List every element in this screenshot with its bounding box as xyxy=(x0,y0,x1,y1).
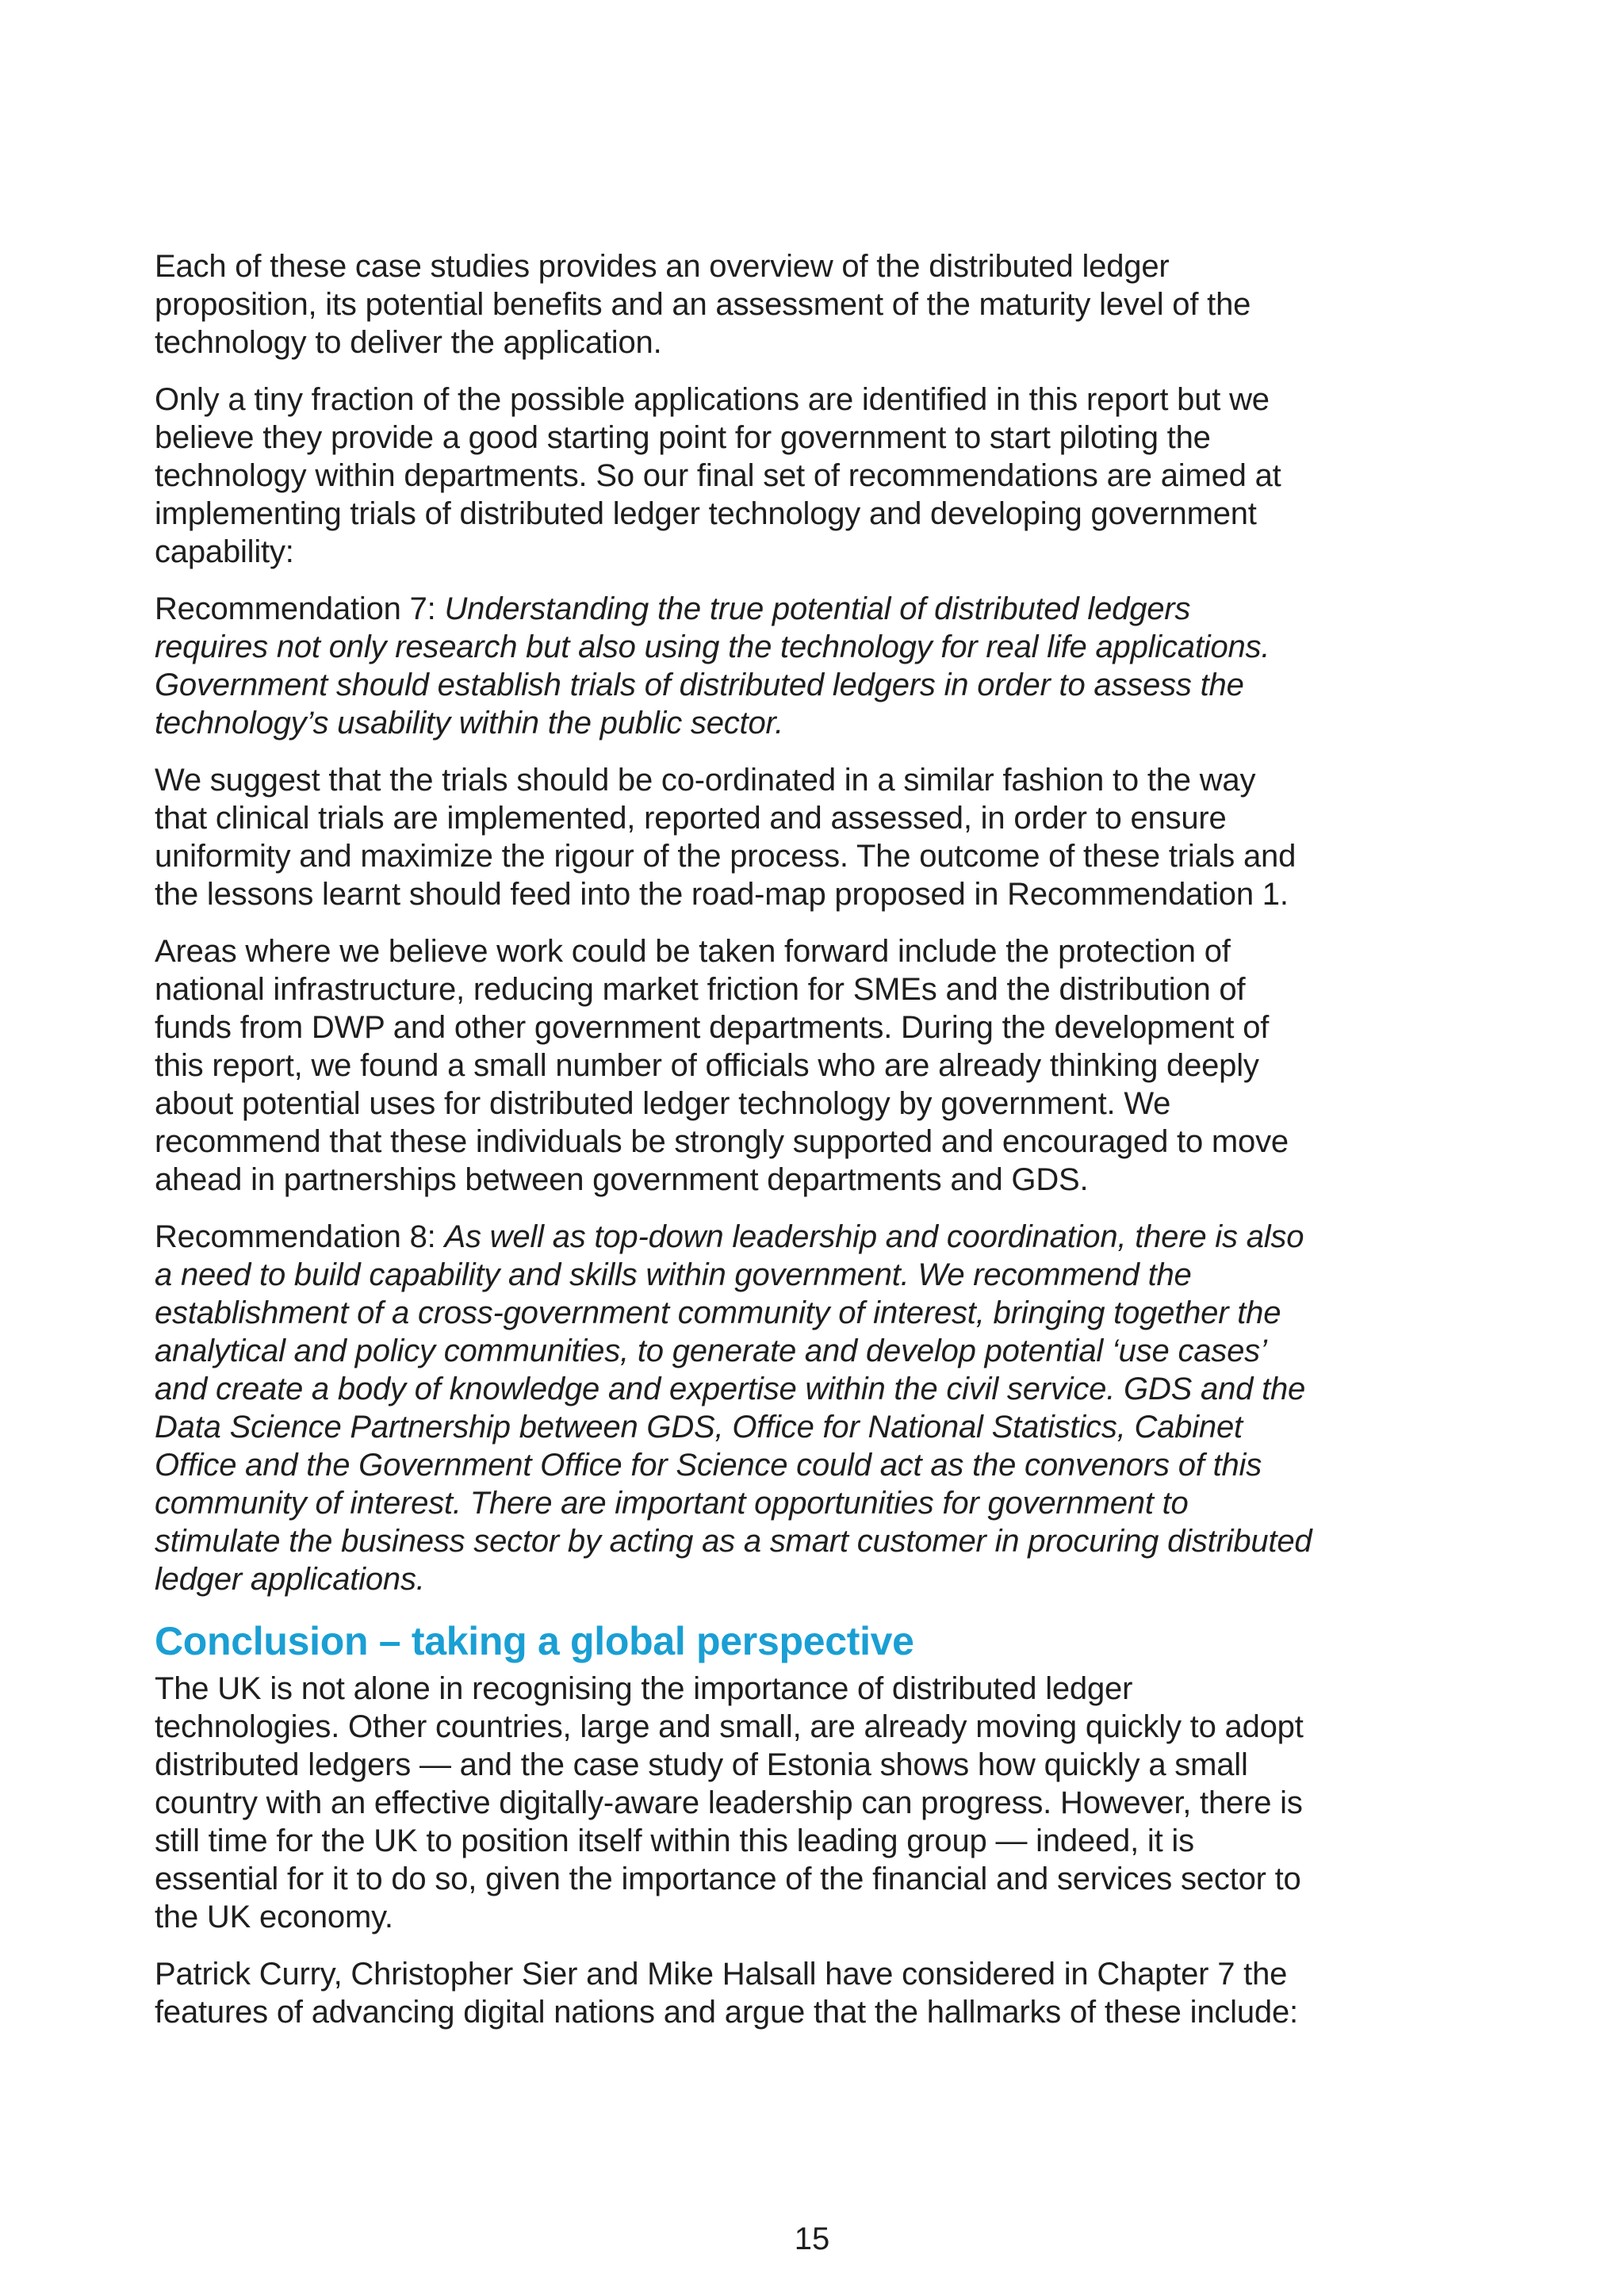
recommendation-8 xyxy=(155,1218,1312,1598)
paragraph-digital-nations: Patrick Curry, Christopher Sier and Mike Halsall have considered in Chapter 7 the features of advancing digital nations and argue that the hallmarks of these include: xyxy=(155,1957,1298,2030)
recommendation-8-label: Recommendation 8: xyxy=(155,1219,445,1254)
recommendation-7-label: Recommendation 7: xyxy=(155,591,445,626)
recommendation-7 xyxy=(155,590,1312,742)
paragraph-case-studies-overview: Each of these case studies provides an overview of the distributed ledger proposition, its potential benefits and an assessment of the maturity level of the technology to deliver the application. xyxy=(155,249,1251,360)
page-content xyxy=(155,247,1312,2050)
paragraph-uk-not-alone: The UK is not alone in recognising the importance of distributed ledger technologies. Other countries, large and small, are already moving quickly to adopt distributed ledgers — and the case study of Estonia shows how quickly a small country with an effective digitally-aware leadership can progress. However, there is still time for the UK to position itself within this leading group — indeed, it is essential for it to do so, given the importance of the financial and services sector to the UK economy. xyxy=(155,1671,1304,1934)
paragraph-trials-coordination: We suggest that the trials should be co-ordinated in a similar fashion to the way that clinical trials are implemented, reported and assessed, in order to ensure uniformity and maximize the rigour of the process. The outcome of these trials and the lessons learnt should feed into the road-map proposed in Recommendation 1. xyxy=(155,763,1297,912)
section-heading-conclusion: Conclusion – taking a global perspective xyxy=(155,1619,914,1663)
recommendation-7-text: Understanding the true potential of distributed ledgers requires not only research but also using the technology for real life applications. Government should establish trials of distributed ledgers in order to assess the technology’s usability within the public sector. xyxy=(155,591,1270,740)
page-number: 15 xyxy=(794,2221,830,2256)
recommendation-8-text: As well as top-down leadership and coordination, there is also a need to build capability and skills within government. We recommend the establishment of a cross-government community of interest, bringing together the analytical and policy communities, to generate and develop potential ‘use cases’ and create a body of knowledge and expertise within the civil service. GDS and the Data Science Partnership between GDS, Office for National Statistics, Cabinet Office and the Government Office for Science could act as the convenors of this community of interest. There are important opportunities for government to stimulate the business sector by acting as a smart customer in procuring distributed ledger applications. xyxy=(155,1219,1312,1597)
paragraph-areas-of-work: Areas where we believe work could be taken forward include the protection of national infrastructure, reducing market friction for SMEs and the distribution of funds from DWP and other government departments. During the development of this report, we found a small number of officials who are already thinking deeply about potential uses for distributed ledger technology by government. We recommend that these individuals be strongly supported and encouraged to move ahead in partnerships between government departments and GDS. xyxy=(155,934,1289,1197)
paragraph-applications: Only a tiny fraction of the possible applications are identified in this report but we believe they provide a good starting point for government to start piloting the technology within departments. So our final set of recommendations are aimed at implementing trials of distributed ledger technology and developing government capability: xyxy=(155,382,1281,569)
